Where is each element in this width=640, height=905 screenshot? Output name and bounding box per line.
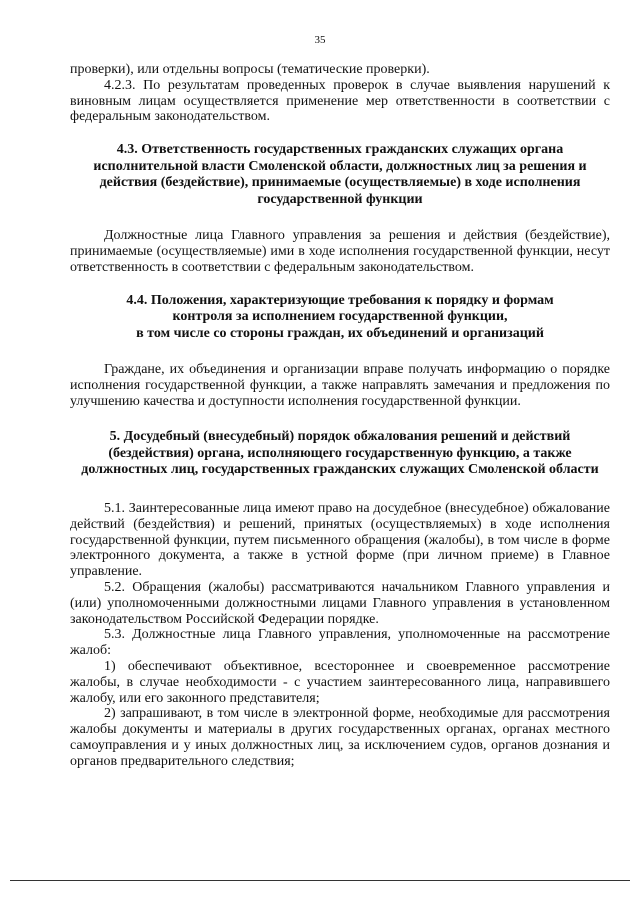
- paragraph-4-2-3: 4.2.3. По результатам проведенных проверок в случае выявления нарушений к виновным лицам осуществляется применение мер ответственности в соответствии с федеральным законодательством.: [70, 77, 610, 125]
- paragraph-5-2: 5.2. Обращения (жалобы) рассматриваются начальником Главного управления и (или) уполномоченными должностными лицами Главного управления в установленном законодательством Российской Федерации порядке.: [70, 579, 610, 627]
- section-4-3-paragraph: Должностные лица Главного управления за решения и действия (бездействие), принимаемые (осуществляемые) ими в ходе исполнения государственной функции, несут ответственность в соответствии с федеральным законодательством.: [70, 228, 610, 275]
- list-item-1: 1) обеспечивают объективное, всестороннее и своевременное рассмотрение жалобы, в случае необходимости - с участием заинтересованного лица, направившего жалобу, или его законного представителя;: [70, 658, 610, 706]
- section-4-4-heading-line-3: в том числе со стороны граждан, их объединений и организаций: [136, 325, 544, 341]
- section-4-3-heading: 4.3. Ответственность государственных гражданских служащих органа исполнительной власти Смоленской области, должностных лиц за решения и действия (бездействие), принимаемые (осуществляемые) в ходе исполнения государственной функции: [93, 142, 587, 207]
- paragraph-5-1: 5.1. Заинтересованные лица имеют право на досудебное (внесудебное) обжалование действий (бездействия) и решений, принятых (осуществляемых) в ходе исполнения государственной функции, путем письменного обращения (жалобы), в том числе в форме электронного документа, а также в устной форме (при личном приеме) в Главное управление.: [70, 500, 610, 580]
- section-5-heading: 5. Досудебный (внесудебный) порядок обжалования решений и действий (бездействия) органа, исполняющего государственную функцию, а также должностных лиц, государственных гражданских служащих Смоленской области: [81, 429, 599, 478]
- section-4-4-paragraph: Граждане, их объединения и организации вправе получать информацию о порядке исполнения государственной функции, а также направлять замечания и предложения по улучшению качества и доступности исполнения государственной функции.: [70, 362, 610, 409]
- list-item-2: 2) запрашивают, в том числе в электронной форме, необходимые для рассмотрения жалобы документы и материалы в других государственных органах, органах местного самоуправления и у иных должностных лиц, за исключением судов, органов дознания и органов предварительного следствия;: [70, 706, 610, 769]
- page-number: 35: [314, 34, 326, 46]
- section-4-4-heading-line-2: контроля за исполнением государственной функции,: [172, 309, 508, 325]
- footer-divider: [10, 880, 630, 881]
- section-4-4-heading-line-1: 4.4. Положения, характеризующие требования к порядку и формам: [126, 292, 554, 308]
- section-4-4-heading: [70, 293, 610, 343]
- paragraph-5-3: 5.3. Должностные лица Главного управления, уполномоченные на рассмотрение жалоб:: [70, 627, 610, 659]
- intro-paragraph-1: проверки), или отдельны вопросы (тематические проверки).: [70, 62, 430, 77]
- document-body: [70, 62, 610, 770]
